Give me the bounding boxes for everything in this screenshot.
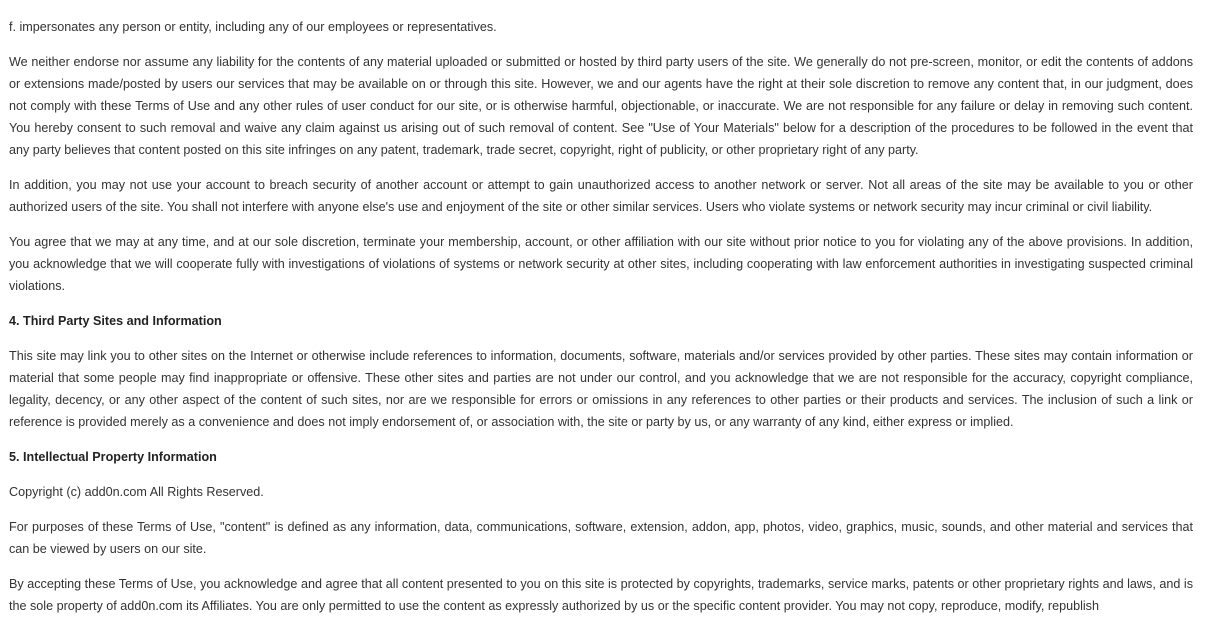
termination-paragraph: You agree that we may at any time, and at our sole discretion, terminate your membership, account, or other affiliation with our site without prior notice to you for violating any of the above provisions. In addition, you acknowledge that we will cooperate fully with investigations of violations of systems or network security at other sites, including cooperating with law enforcement authorities in investigating suspected criminal violations. <box>9 235 1193 293</box>
accepting-terms-paragraph: By accepting these Terms of Use, you acknowledge and agree that all content presented to you on this site is protected by copyrights, trademarks, service marks, patents or other proprietary rights and laws, and is the sole property of add0n.com its Affiliates. You are only permitted to use the content as expressly authorized by us or the specific content provider. You may not copy, reproduce, modify, republish <box>9 577 1193 613</box>
section-heading-third-party: 4. Third Party Sites and Information <box>9 314 222 328</box>
section-heading-intellectual-property: 5. Intellectual Property Information <box>9 450 217 464</box>
third-party-paragraph: This site may link you to other sites on the Internet or otherwise include references to information, documents, software, materials and/or services provided by other parties. These sites may contain information or material that some people may find inappropriate or offensive. These other sites and parties are not under our control, and you acknowledge that we are not responsible for the accuracy, copyright compliance, legality, decency, or any other aspect of the content of such sites, nor are we responsible for errors or omissions in any references to other parties or their products and services. The inclusion of such a link or reference is provided merely as a convenience and does not imply endorsement of, or association with, the site or party by us, or any warranty of any kind, either express or implied. <box>9 349 1193 429</box>
terms-content <box>9 16 1193 626</box>
content-definition-paragraph: For purposes of these Terms of Use, "content" is defined as any information, data, communications, software, extension, addon, app, photos, video, graphics, music, sounds, and other material and services that can be viewed by users on our site. <box>9 520 1193 556</box>
item-f-text: f. impersonates any person or entity, including any of our employees or representatives. <box>9 20 497 34</box>
liability-paragraph: We neither endorse nor assume any liability for the contents of any material uploaded or submitted or hosted by third party users of the site. We generally do not pre-screen, monitor, or edit the contents of addons or extensions made/posted by users our services that may be available on or through this site. However, we and our agents have the right at their sole discretion to remove any content that, in our judgment, does not comply with these Terms of Use and any other rules of user conduct for our site, or is otherwise harmful, objectionable, or inaccurate. We are not responsible for any failure or delay in removing such content. You hereby consent to such removal and waive any claim against us arising out of such removal of content. See "Use of Your Materials" below for a description of the procedures to be followed in the event that any party believes that content posted on this site infringes on any patent, trademark, trade secret, copyright, right of publicity, or other proprietary right of any party. <box>9 55 1193 157</box>
copyright-paragraph: Copyright (c) add0n.com All Rights Reserved. <box>9 485 264 499</box>
security-paragraph: In addition, you may not use your account to breach security of another account or attempt to gain unauthorized access to another network or server. Not all areas of the site may be available to you or other authorized users of the site. You shall not interfere with anyone else's use and enjoyment of the site or other similar services. Users who violate systems or network security may incur criminal or civil liability. <box>9 178 1193 214</box>
